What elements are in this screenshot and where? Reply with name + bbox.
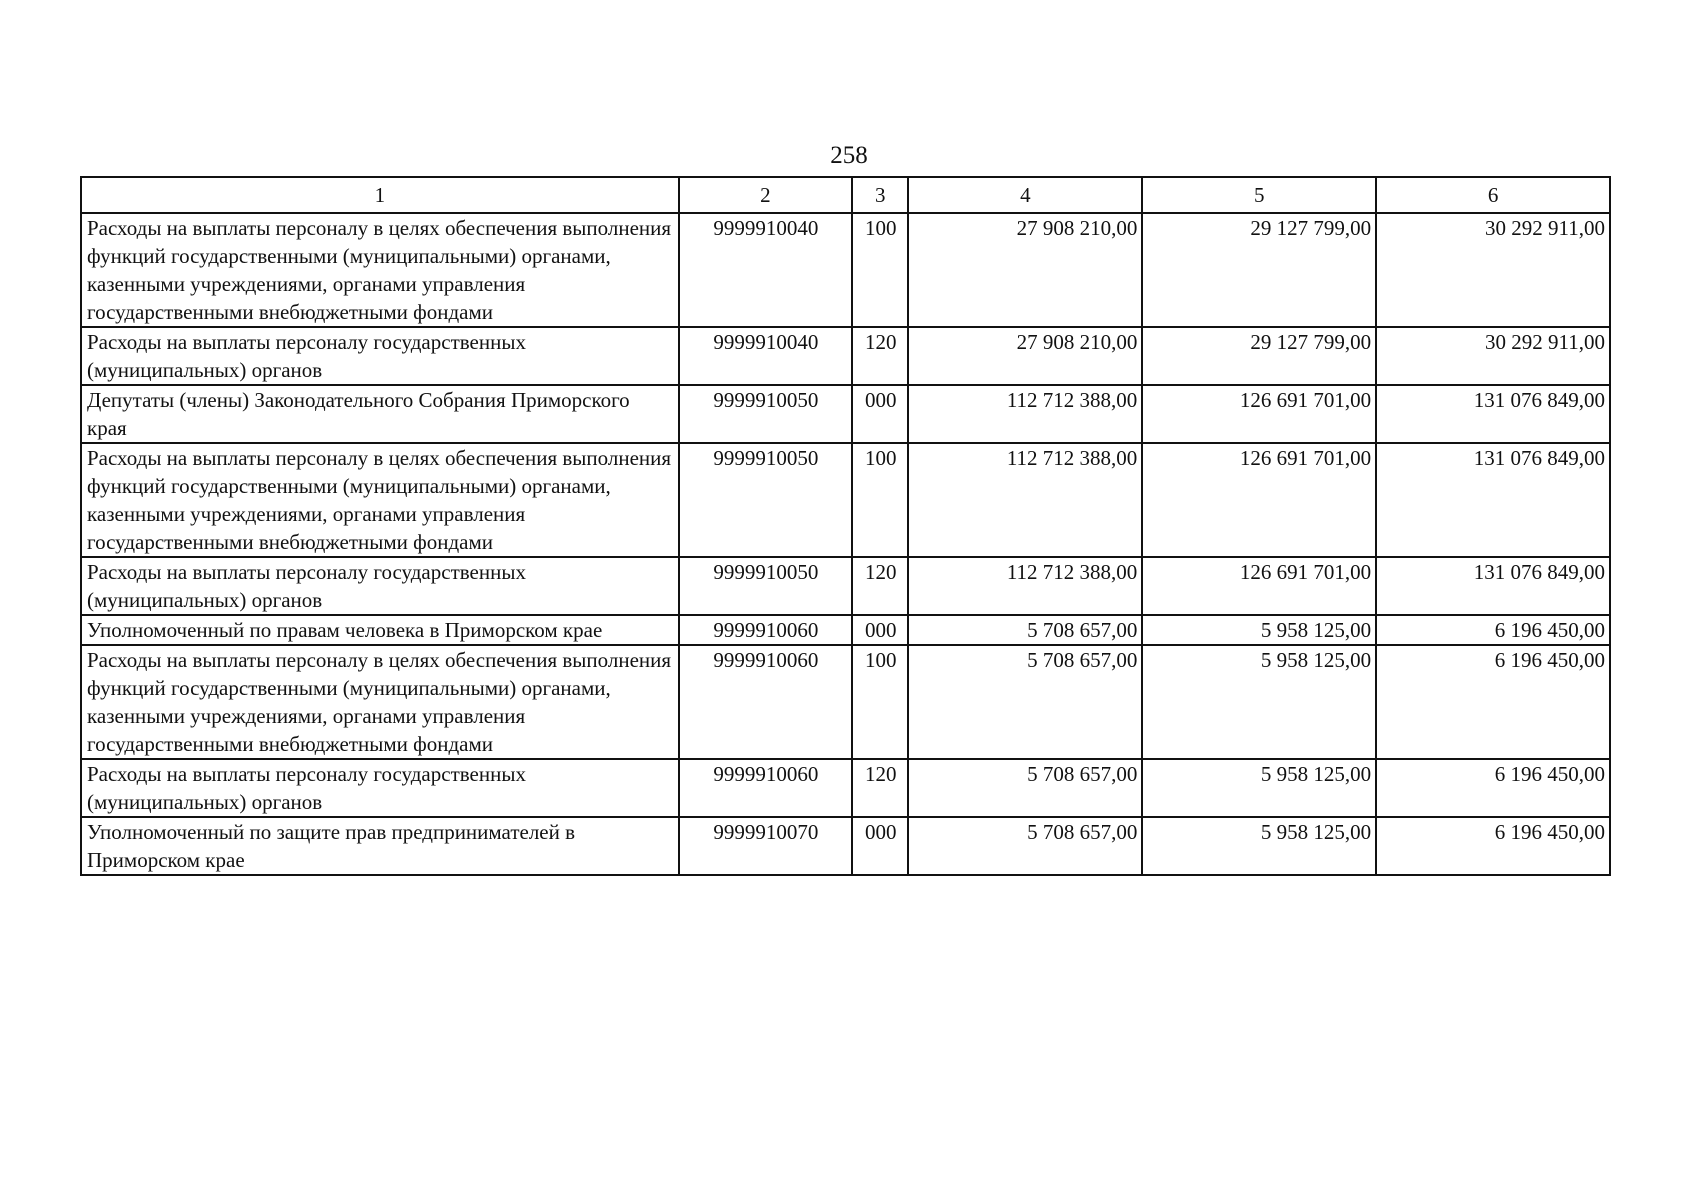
row-value-6: 30 292 911,00 bbox=[1376, 213, 1610, 327]
row-value-4: 27 908 210,00 bbox=[908, 327, 1142, 385]
table-row bbox=[81, 615, 1610, 645]
row-type: 120 bbox=[852, 759, 908, 817]
row-value-4: 5 708 657,00 bbox=[908, 615, 1142, 645]
budget-table bbox=[80, 176, 1611, 876]
row-value-4: 5 708 657,00 bbox=[908, 817, 1142, 875]
row-type: 100 bbox=[852, 443, 908, 557]
table-row bbox=[81, 759, 1610, 817]
row-value-6: 6 196 450,00 bbox=[1376, 615, 1610, 645]
column-header-5: 5 bbox=[1142, 177, 1376, 213]
row-value-4: 112 712 388,00 bbox=[908, 385, 1142, 443]
row-name: Расходы на выплаты персоналу государственных (муниципальных) органов bbox=[81, 557, 679, 615]
row-type: 120 bbox=[852, 327, 908, 385]
row-value-4: 112 712 388,00 bbox=[908, 443, 1142, 557]
table-row bbox=[81, 385, 1610, 443]
row-code: 9999910060 bbox=[679, 615, 852, 645]
row-type: 100 bbox=[852, 213, 908, 327]
row-code: 9999910050 bbox=[679, 557, 852, 615]
page-number: 258 bbox=[830, 142, 868, 169]
row-code: 9999910060 bbox=[679, 645, 852, 759]
row-value-5: 126 691 701,00 bbox=[1142, 443, 1376, 557]
row-value-6: 6 196 450,00 bbox=[1376, 817, 1610, 875]
row-code: 9999910050 bbox=[679, 385, 852, 443]
row-value-5: 5 958 125,00 bbox=[1142, 759, 1376, 817]
table-header-row bbox=[81, 177, 1610, 213]
table-row bbox=[81, 817, 1610, 875]
row-value-6: 131 076 849,00 bbox=[1376, 385, 1610, 443]
row-value-5: 126 691 701,00 bbox=[1142, 385, 1376, 443]
column-header-1: 1 bbox=[81, 177, 679, 213]
table-row bbox=[81, 213, 1610, 327]
row-code: 9999910060 bbox=[679, 759, 852, 817]
row-code: 9999910040 bbox=[679, 327, 852, 385]
table-row bbox=[81, 443, 1610, 557]
row-name: Расходы на выплаты персоналу в целях обеспечения выполнения функций государственными (муниципальными) органами, казенными учреждениями, органами управления государственными внебюджетными фондами bbox=[81, 645, 679, 759]
row-type: 000 bbox=[852, 385, 908, 443]
row-name: Уполномоченный по правам человека в Приморском крае bbox=[81, 615, 679, 645]
column-header-6: 6 bbox=[1376, 177, 1610, 213]
row-name: Расходы на выплаты персоналу государственных (муниципальных) органов bbox=[81, 327, 679, 385]
row-type: 000 bbox=[852, 615, 908, 645]
row-value-5: 5 958 125,00 bbox=[1142, 645, 1376, 759]
row-name: Расходы на выплаты персоналу государственных (муниципальных) органов bbox=[81, 759, 679, 817]
row-name: Депутаты (члены) Законодательного Собрания Приморского края bbox=[81, 385, 679, 443]
row-value-6: 131 076 849,00 bbox=[1376, 557, 1610, 615]
row-type: 100 bbox=[852, 645, 908, 759]
row-name: Расходы на выплаты персоналу в целях обеспечения выполнения функций государственными (муниципальными) органами, казенными учреждениями, органами управления государственными внебюджетными фондами bbox=[81, 443, 679, 557]
row-value-6: 6 196 450,00 bbox=[1376, 759, 1610, 817]
row-type: 000 bbox=[852, 817, 908, 875]
row-value-6: 131 076 849,00 bbox=[1376, 443, 1610, 557]
row-code: 9999910050 bbox=[679, 443, 852, 557]
row-value-4: 27 908 210,00 bbox=[908, 213, 1142, 327]
row-value-5: 5 958 125,00 bbox=[1142, 615, 1376, 645]
column-header-2: 2 bbox=[679, 177, 852, 213]
row-code: 9999910070 bbox=[679, 817, 852, 875]
row-type: 120 bbox=[852, 557, 908, 615]
row-value-4: 5 708 657,00 bbox=[908, 759, 1142, 817]
row-value-5: 126 691 701,00 bbox=[1142, 557, 1376, 615]
row-value-5: 29 127 799,00 bbox=[1142, 213, 1376, 327]
row-value-4: 112 712 388,00 bbox=[908, 557, 1142, 615]
row-value-6: 6 196 450,00 bbox=[1376, 645, 1610, 759]
column-header-4: 4 bbox=[908, 177, 1142, 213]
row-name: Уполномоченный по защите прав предпринимателей в Приморском крае bbox=[81, 817, 679, 875]
table-row bbox=[81, 645, 1610, 759]
table-row bbox=[81, 557, 1610, 615]
row-name: Расходы на выплаты персоналу в целях обеспечения выполнения функций государственными (муниципальными) органами, казенными учреждениями, органами управления государственными внебюджетными фондами bbox=[81, 213, 679, 327]
row-value-5: 29 127 799,00 bbox=[1142, 327, 1376, 385]
column-header-3: 3 bbox=[852, 177, 908, 213]
row-code: 9999910040 bbox=[679, 213, 852, 327]
table-row bbox=[81, 327, 1610, 385]
row-value-6: 30 292 911,00 bbox=[1376, 327, 1610, 385]
row-value-5: 5 958 125,00 bbox=[1142, 817, 1376, 875]
row-value-4: 5 708 657,00 bbox=[908, 645, 1142, 759]
